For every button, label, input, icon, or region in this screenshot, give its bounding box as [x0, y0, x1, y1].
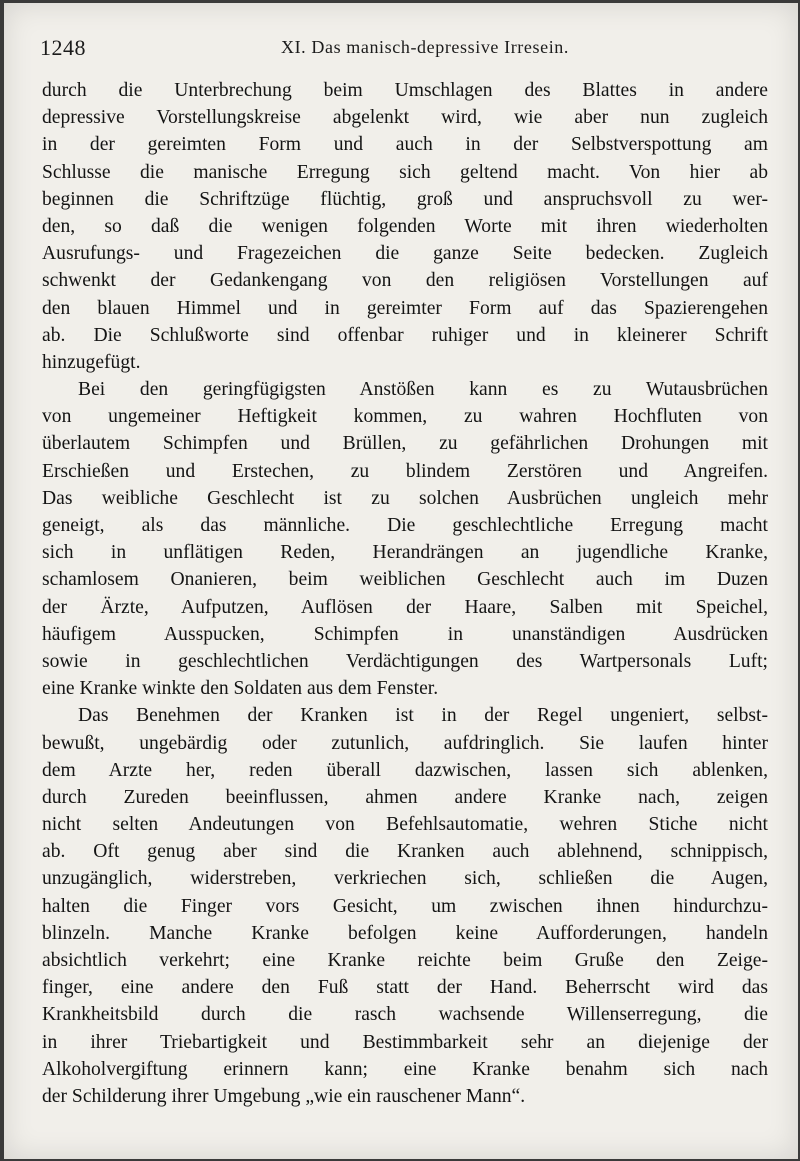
running-head: XI. Das manisch-depressive Irresein. [280, 37, 569, 57]
text-line: durch die Unterbrechung beim Umschlagen des Blattes in andere [42, 80, 768, 101]
text-line: blinzeln. Manche Kranke befolgen keine Aufforderungen, handeln [42, 922, 768, 944]
text-line: in ihrer Triebartigkeit und Bestimmbarkeit sehr an diejenige der [42, 1031, 768, 1053]
text-line: nicht selten Andeutungen von Befehlsautomatie, wehren Stiche nicht [42, 814, 768, 836]
text-line: Krankheitsbild durch die rasch wachsende Willenserregung, die [42, 1004, 768, 1026]
text-line: häufigem Ausspucken, Schimpfen in unanständigen Ausdrücken [42, 623, 768, 645]
text-line: überlautem Schimpfen und Brüllen, zu gefährlichen Drohungen mit [42, 433, 768, 455]
text-line: dem Arzte her, reden überall dazwischen, lassen sich ablenken, [42, 759, 768, 781]
text-line: den blauen Himmel und in gereimter Form auf das Spazierengehen [42, 297, 768, 319]
text-line: der Schilderung ihrer Umgebung „wie ein rauschener Mann“. [42, 1085, 526, 1107]
page-number: 1248 [40, 35, 86, 60]
text-line: Bei den geringfügigsten Anstößen kann es zu Wutausbrüchen [78, 379, 768, 401]
text-line: beginnen die Schriftzüge flüchtig, groß und anspruchsvoll zu wer- [42, 188, 768, 210]
text-line: schwenkt der Gedankengang von den religiösen Vorstellungen auf [42, 270, 768, 292]
body-text [42, 77, 768, 1110]
text-line: sowie in geschlechtlichen Verdächtigungen des Wartpersonals Luft; [42, 650, 768, 672]
text-line: depressive Vorstellungskreise abgelenkt wird, wie aber nun zugleich [42, 107, 768, 129]
text-line: von ungemeiner Heftigkeit kommen, zu wahren Hochfluten von [42, 406, 768, 428]
text-line: absichtlich verkehrt; eine Kranke reichte beim Gruße den Zeige- [42, 950, 768, 971]
text-line: ab. Oft genug aber sind die Kranken auch ablehnend, schnippisch, [42, 841, 768, 863]
text-line: schamlosem Onanieren, beim weiblichen Geschlecht auch im Duzen [42, 569, 768, 591]
text-line: den, so daß die wenigen folgenden Worte mit ihren wiederholten [42, 215, 768, 237]
text-line: bewußt, ungebärdig oder zutunlich, aufdringlich. Sie laufen hinter [42, 732, 768, 754]
text-line: Das Benehmen der Kranken ist in der Regel ungeniert, selbst- [78, 705, 768, 727]
text-line: geneigt, als das männliche. Die geschlechtliche Erregung macht [42, 515, 768, 536]
book-page [4, 3, 798, 1159]
page-header [40, 35, 770, 61]
text-line: finger, eine andere den Fuß statt der Hand. Beherrscht wird das [42, 977, 768, 999]
text-line: der Ärzte, Aufputzen, Auflösen der Haare, Salben mit Speichel, [42, 596, 768, 618]
text-line: Erschießen und Erstechen, zu blindem Zerstören und Angreifen. [42, 460, 768, 482]
text-line: Schlusse die manische Erregung sich geltend macht. Von hier ab [42, 161, 768, 183]
text-line: Das weibliche Geschlecht ist zu solchen Ausbrüchen ungleich mehr [42, 487, 768, 509]
text-line: Alkoholvergiftung erinnern kann; eine Kranke benahm sich nach [42, 1058, 768, 1080]
text-line: sich in unflätigen Reden, Herandrängen an jugendliche Kranke, [42, 542, 768, 564]
text-line: ab. Die Schlußworte sind offenbar ruhiger und in kleinerer Schrift [42, 324, 768, 346]
text-line: eine Kranke winkte den Soldaten aus dem Fenster. [42, 678, 439, 700]
text-line: hinzugefügt. [42, 351, 141, 373]
text-line: unzugänglich, widerstreben, verkriechen sich, schließen die Augen, [42, 868, 768, 890]
text-line: Ausrufungs- und Fragezeichen die ganze Seite bedecken. Zugleich [42, 243, 768, 265]
text-line: durch Zureden beeinflussen, ahmen andere Kranke nach, zeigen [42, 786, 768, 808]
text-line: in der gereimten Form und auch in der Selbstverspottung am [42, 134, 768, 156]
text-line: halten die Finger vors Gesicht, um zwischen ihnen hindurchzu- [42, 895, 768, 917]
